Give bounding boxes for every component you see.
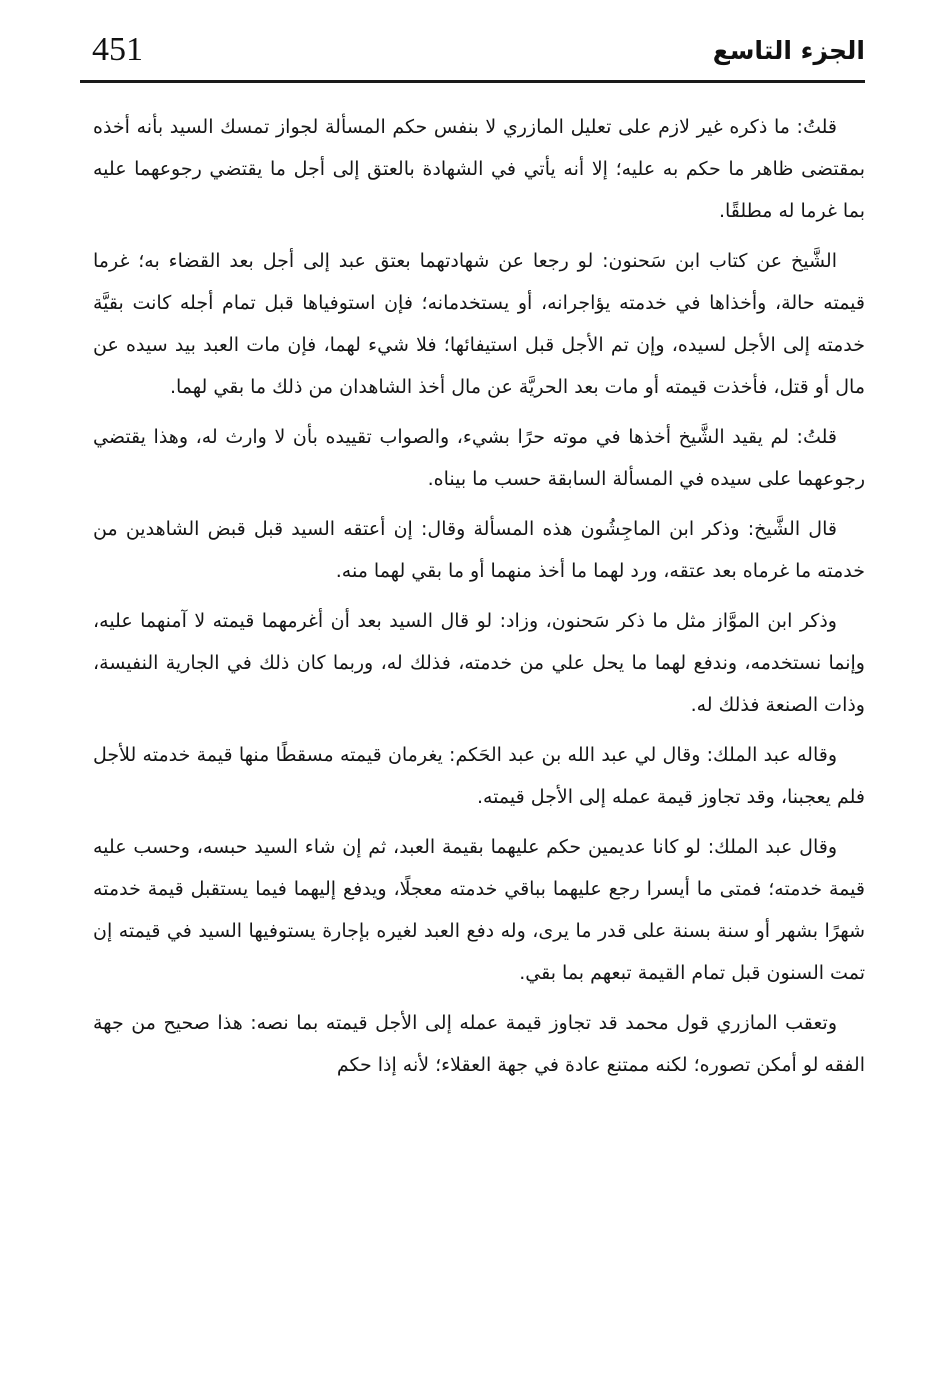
page-number: 451 [92,31,143,68]
paragraph: قلتُ: لم يقيد الشَّيخ أخذها في موته حرًا بشيء، والصواب تقييده بأن لا وارث له، وهذا يقتضي رجوعهما على سيده في المسألة السابقة حسب ما بيناه. [93,426,865,490]
paragraph: الشَّيخ عن كتاب ابن سَحنون: لو رجعا عن شهادتهما بعتق عبد إلى أجل بعد القضاء به؛ غرما قيمته حالة، وأخذاها في خدمته يؤاجرانه، أو يستخدمانه؛ فإن استوفياها قبل تمام أجله كانت بقيَّة خدمته إلى الأجل لسيده، وإن تم الأجل قبل استيفائها؛ فلا شيء لهما، فإن مات العبد بيد سيده عن مال أو قتل، فأخذت قيمته أو مات بعد الحريَّة عن مال أخذ الشاهدان من ذلك ما بقي لهما. [93,250,865,398]
paragraph: قال الشَّيخ: وذكر ابن الماجِشُون هذه المسألة وقال: إن أعتقه السيد قبل قبض الشاهدين من خدمته ما غرماه بعد عتقه، ورد لهما ما أخذ منهما أو ما بقي لهما منه. [93,518,865,582]
paragraph: وقاله عبد الملك: وقال لي عبد الله بن عبد الحَكم: يغرمان قيمته مسقطًا منها قيمة خدمته للأجل فلم يعجبنا، وقد تجاوز قيمة عمله إلى الأجل قيمته. [93,744,865,808]
paragraph: وذكر ابن الموَّاز مثل ما ذكر سَحنون، وزاد: لو قال السيد بعد أن أغرمهما قيمته لا آمنهما عليه، وإنما نستخدمه، وندفع لهما ما يحل علي من خدمته، فذلك له، وربما كان ذلك في الجارية النفيسة، وذات الصنعة فذلك له. [93,610,865,716]
main-text [93,106,865,1094]
paragraph: وتعقب المازري قول محمد قد تجاوز قيمة عمله إلى الأجل قيمته بما نصه: هذا صحيح من جهة الفقه لو أمكن تصوره؛ لكنه ممتنع عادة في جهة العقلاء؛ لأنه إذا حكم [93,1012,865,1076]
running-title: الجزء التاسع [712,36,865,65]
page-header [82,28,865,80]
header-divider [80,80,865,83]
paragraph: وقال عبد الملك: لو كانا عديمين حكم عليهما بقيمة العبد، ثم إن شاء السيد حبسه، وحسب عليه قيمة خدمته؛ فمتى ما أيسرا رجع عليهما بباقي خدمته معجلًا، ويدفع إليهما فيما يستقبل قيمة خدمته شهرًا بشهر أو سنة بسنة على قدر ما يرى، وله دفع العبد لغيره بإجارة يستوفيها السيد في قيمته إن تمت السنون قبل تمام القيمة تبعهم بما بقي. [93,836,865,984]
paragraph: قلتُ: ما ذكره غير لازم على تعليل المازري لا بنفس حكم المسألة لجواز تمسك السيد بأنه أخذه بمقتضى ظاهر ما حكم به عليه؛ إلا أنه يأتي في الشهادة بالعتق إلى أجل ما يقتضي رجوعهما عليه بما غرما له مطلقًا. [93,116,865,222]
